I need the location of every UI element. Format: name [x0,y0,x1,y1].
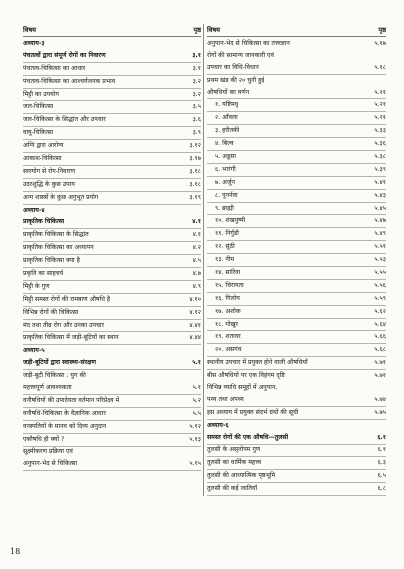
toc-entry [23,294,201,307]
toc-entry [207,138,386,151]
entry-title: स्थानीय उपचार में प्रयुक्त होने वाली औषधियाँ [207,359,308,367]
toc-left-column [23,24,201,471]
entry-page: ५.५३ [374,256,386,264]
entry-title: पंचतत्व-चिकित्सा का आधार [23,64,86,72]
entry-page: ५.७५ [374,408,386,416]
toc-entry [207,445,386,458]
toc-entry [23,179,201,192]
entry-page: ३.१८ [189,180,201,188]
entry-title: तुलसी के असृतोपम गुण [207,446,261,454]
entry-title: ४. बिल्व [215,140,234,148]
entry-title: प्राकृतिक चिकित्सा के सिद्धांत [23,231,89,239]
toc-entry [207,215,386,228]
entry-page: ५.७१ [374,372,386,380]
chapter-heading [23,205,201,217]
toc-entry [23,242,201,255]
entry-title: प्राकृतिक चिकित्सा का अध्यापन [23,244,94,252]
entry-title: स्वरयोग से रोग-निवारण [23,167,76,175]
entry-page: ४.७ [192,270,201,278]
entry-title: विभिन्न व्याधि समूहों में अनुपान, [207,384,278,392]
entry-title: जल-चिकित्सा [23,103,54,111]
toc-entry [207,228,386,241]
entry-title: ५. अडूसा [215,153,236,160]
toc-entry [207,190,386,203]
entry-page: ६.५ [377,472,386,480]
entry-title: ११. निर्गुंडी [215,230,239,238]
entry-title: तुलसी की आध्यात्मिक पृष्ठभूमि [207,472,276,480]
entry-page: ५.४५ [374,204,386,212]
entry-page: ५.६२ [374,307,386,315]
toc-entry [23,458,201,471]
entry-page: ५.६६ [374,333,386,341]
entry-title: अध्याय-६ [207,421,229,429]
entry-title: वनस्पतियों के मानव को दिव्य अनुदान [23,422,107,430]
entry-title: तुलसी की कई जातियाँ [207,485,258,493]
entry-page: ५.४७ [374,217,386,225]
entry-title: १४. सारिवा [215,269,241,277]
entry-title: ९. ब्राह्मी [215,204,234,212]
toc-entry [207,331,386,344]
toc-entry [23,229,201,242]
entry-page: ६.१ [377,446,386,454]
entry-title: मिट्टी का उपयोग [23,90,59,98]
section-heading [207,432,386,445]
toc-entry [207,293,386,306]
entry-page: ५.४९ [374,230,386,238]
entry-page: ३.१ [192,51,201,59]
entry-title: समस्त रोगों की एक औषधि—तुलसी [207,433,289,441]
entry-page: ४.४१ [189,321,201,329]
toc-entry [23,192,201,205]
entry-page: ५.३६ [374,140,386,148]
entry-page: ४.९ [192,282,201,290]
entry-page: ५.१२ [189,422,201,430]
entry-title: जल-चिकित्सा के सिद्धांत और उपचार [23,116,106,124]
entry-title: १३. नीम [215,256,235,264]
section-heading [23,357,201,370]
toc-entry [207,112,386,125]
entry-title: तुलसी का धार्मिक महत्त्व [207,459,262,467]
entry-title: ८. पुनर्नवा [215,191,238,199]
toc-entry [23,255,201,268]
toc-entry [207,38,386,50]
entry-page: ५.४३ [374,191,386,199]
entry-title: १७. अशोक [215,307,241,315]
entry-page: ५.६८ [374,346,386,354]
entry-title: अनुपान-भेद से चिकित्सा [23,460,78,468]
toc-entry [23,332,201,345]
entry-page: ४.५ [192,257,201,265]
entry-page: ५.२१ [374,101,386,109]
entry-title: विभिन्न रोगों की चिकित्सा [23,308,79,316]
entry-page: ५.५५ [374,269,386,277]
toc-entry [23,408,201,421]
entry-page: ६.३ [377,459,386,467]
entry-page: ३.२ [192,90,201,98]
entry-title: औषधियों का वर्णन [207,88,250,96]
toc-entry [23,153,201,166]
toc-entry [23,395,201,408]
entry-title: वनौषधियों की उपादेयता वर्तमान परिप्रेक्ष्य में [23,396,120,404]
entry-page: ४.१ [192,218,201,226]
toc-entry [207,87,386,100]
toc-entry [23,89,201,102]
entry-page: ५.३९ [374,165,386,173]
toc-entry [207,483,386,496]
chapter-heading [207,420,386,432]
entry-page: ५.१५ [189,460,201,468]
toc-right-list [207,38,386,496]
toc-entry [23,268,201,281]
entry-title: १५. चिरायता [215,281,244,289]
toc-entry [207,357,386,370]
toc-entry [23,281,201,294]
entry-page: ३.५ [192,103,201,111]
entry-title: १०. शंखपुष्पी [215,217,246,225]
entry-title: प्रथम खंड की २० चुनी हुई [207,76,265,84]
toc-entry [23,140,201,153]
toc-entry [207,62,386,75]
entry-title: १९. शतावर [215,333,241,341]
entry-page: ५.१३ [189,435,201,443]
entry-page: ५.१ [192,384,201,392]
entry-page: ५.५९ [374,294,386,302]
entry-page: ६.१ [377,433,386,441]
toc-entry [23,166,201,179]
toc-entry [23,434,201,447]
entry-page: ६.८ [377,485,386,493]
entry-title: २. आँवला [215,114,238,122]
entry-page: ५.६४ [374,320,386,328]
toc-entry [207,177,386,190]
entry-page: ४.१ [192,231,201,239]
entry-page: ३.१२ [189,142,201,150]
entry-page: ५.५१ [374,243,386,251]
entry-title: प्राकृतिक चिकित्सा में जड़ी-बूटियों का स्थान [23,334,119,342]
column-header [207,24,386,37]
entry-page: ३.१७ [189,155,201,162]
entry-title: महत्त्वपूर्ण आवश्यकता [23,384,72,392]
page-header: पृष्ठ [193,26,201,34]
entry-page: ३.२ [192,77,201,85]
chapter-heading [23,345,201,357]
toc-entry [207,280,386,293]
toc-entry [23,370,201,382]
entry-title: अग्नि द्वारा आरोग्य [23,142,64,150]
toc-entry [23,63,201,76]
subject-header: विषय [207,26,221,34]
entry-page: ३.१८ [189,167,201,175]
toc-entry [207,470,386,483]
entry-title: ३. हरीतकी [215,127,240,135]
entry-title: अध्याय-३ [23,39,45,47]
toc-entry [23,101,201,114]
entry-page: ३.१ [192,64,201,72]
toc-entry [207,319,386,332]
toc-entry [207,99,386,112]
entry-page: ५.२ [192,396,201,404]
entry-page: ५.५ [192,409,201,417]
entry-title: ७. अर्जुन [215,178,235,186]
toc-entry [207,267,386,280]
entry-title: १. यष्टिमधु [215,101,239,109]
toc-entry [207,382,386,394]
entry-title: आकाश-चिकित्सा [23,155,62,162]
toc-entry [207,306,386,319]
entry-page: ५.१७ [374,39,386,47]
toc-entry [207,407,386,420]
chapter-heading [23,38,201,50]
entry-title: मिट्टी के गुण [23,282,50,290]
entry-title: जड़ी-बूटियों द्वारा स्वास्थ्य-संरक्षण [23,359,97,367]
toc-entry [23,421,201,434]
entry-title: अध्याय-५ [23,347,45,355]
toc-entry [207,203,386,216]
entry-page: ५.७१ [374,359,386,367]
toc-entry [207,75,386,87]
entry-title: अध्याय-४ [23,206,45,214]
toc-entry [207,125,386,138]
entry-page: ५.४१ [374,178,386,186]
toc-entry [207,254,386,267]
section-heading [23,50,201,63]
entry-title: २०. असगंध [215,346,242,354]
section-heading [23,216,201,229]
entry-title: जड़ी-बूटी चिकित्सा : युग की [23,372,86,380]
entry-title: अनुपान-भेद से चिकित्सा का तत्त्वज्ञान [207,39,290,47]
entry-title: ६. भारंगी [215,165,236,173]
entry-title: मिट्टी समस्त रोगों की रामबाण औषधि है [23,295,111,303]
entry-page: ४.१० [189,295,201,303]
entry-title: १८. गोखुर [215,320,239,328]
entry-page: ४.२ [192,244,201,252]
entry-title: रोगों की सामान्य जानकारी एवं [207,51,274,59]
entry-title: वनौषधि-चिकित्सा के वैज्ञानिक आधार [23,409,106,417]
page-header: पृष्ठ [378,26,386,34]
entry-page: ४.४४ [189,334,201,342]
entry-title: वायु-चिकित्सा [23,129,54,137]
entry-title: १२. सुंठी [215,243,235,251]
toc-entry [23,76,201,89]
entry-page: ३.१९ [189,193,201,201]
toc-entry [207,241,386,254]
entry-title: पथ्य तथा अपथ्य [207,395,244,403]
entry-page: ३.६ [192,116,201,124]
entry-title: पंचतत्व-चिकित्सा का आश्चर्यजनक प्रभाव [23,77,116,85]
entry-page: ४.१२ [189,308,201,316]
toc-entry [23,114,201,127]
entry-page: ५.१८ [374,63,386,71]
entry-title: उपचार का विधि-विधान [207,63,259,71]
toc-entry [207,50,386,62]
entry-title: बीस औषधियों पर एक विहंगम दृष्टि [207,372,285,380]
toc-entry [207,370,386,382]
subject-header: विषय [23,26,37,34]
entry-title: सूक्ष्मीकरण प्रक्रिया एवं [23,448,73,456]
entry-page: ५.२१ [374,88,386,96]
toc-entry [207,164,386,177]
toc-entry [207,344,386,357]
page-number: 18 [10,547,21,556]
toc-entry [23,127,201,140]
toc-entry [207,457,386,470]
entry-title: एकौषधि ही क्यों ? [23,435,65,443]
toc-entry [23,307,201,320]
entry-page: ५.३३ [374,127,386,135]
entry-title: प्रकृति का साहचर्य [23,270,64,278]
toc-right-column [203,24,386,496]
toc-entry [207,151,386,164]
entry-title: प्राकृतिक चिकित्सा [23,218,65,226]
entry-title: अन्य शास्त्रों के कुछ अनुभूत प्रयोग [23,193,99,201]
entry-page: ५.५६ [374,281,386,289]
entry-page: ५.३८ [374,153,386,160]
toc-entry [23,320,201,333]
entry-title: उदरशुद्धि के कुछ उपाय [23,180,75,188]
entry-page: ५.१ [192,359,201,367]
column-header [23,24,201,37]
toc-entry [207,394,386,407]
toc-entry [23,382,201,395]
entry-page: ५.७४ [374,395,386,403]
entry-title: पंचतत्वों द्वारा संपूर्ण रोगों का निवारण [23,51,106,59]
entry-title: मंद तथा तीव्र रोग और उनका उपचार [23,321,105,329]
entry-page: ५.२१ [374,114,386,122]
entry-title: प्राकृतिक चिकित्सा क्या है [23,257,80,265]
toc-entry [23,447,201,459]
entry-page: ३.९ [192,129,201,137]
entry-title: इस अध्याय में प्रयुक्त संदर्भ ग्रंथों की सूची [207,408,299,416]
toc-left-list [23,38,201,471]
entry-title: १६. गिलोय [215,294,240,302]
